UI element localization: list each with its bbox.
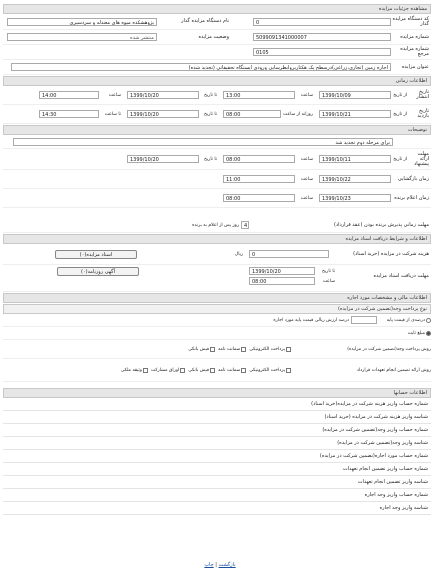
ads-button[interactable]: آگهی روزنامه(۰) (57, 267, 139, 276)
account-row (3, 437, 431, 450)
row-notes (3, 135, 431, 149)
footer-links (6, 562, 434, 568)
section-header-finance: اطلاعات مالی و مشخصات مورد اجاره (3, 293, 431, 303)
print-link[interactable]: چاپ (204, 562, 214, 568)
row-receive (3, 265, 431, 292)
winner-label: زمان اعلام برنده (394, 194, 429, 201)
title-label: عنوان مزایده (401, 63, 429, 70)
notes-field: برای مرحله دوم تجدید شد (13, 138, 393, 146)
guarantee-bank-label: فیش بانکی (188, 367, 210, 373)
account-label: شناسه واریز تضمین انجام تعهدات (357, 479, 428, 485)
row-contract (3, 218, 431, 233)
account-row (3, 476, 431, 489)
account-label: شماره حساب واریز وجه اجاره (364, 492, 428, 498)
method-guarantee-label: ضمانت نامه (218, 346, 241, 352)
title-field: اجاره زمین (تجاری،زراعی)درسطح یک هکتاربروابطرسایی ورودی ایستگاه تحقیقاتی (تجدید شده) (11, 63, 391, 71)
guarantee-electronic-checkbox[interactable] (286, 368, 291, 373)
section-header-timing: اطلاعات زمانی (3, 76, 431, 86)
auction-code-field: 0 (253, 18, 391, 26)
row-guarantee (3, 359, 431, 382)
publish-from-date: 1399/10/09 (319, 91, 391, 99)
row-fixed (3, 327, 431, 340)
guarantee-label: روش ارائه تضمین انجام تعهدات قرارداد (356, 367, 431, 373)
guarantee-bank-checkbox[interactable] (210, 368, 215, 373)
payment-method-label: روش پرداخت وجه(تضمین شرکت در مزایده) (347, 346, 431, 352)
opening-label: زمان بازگشایی (397, 175, 429, 182)
row-title (3, 60, 431, 75)
winner-time: 08:00 (223, 194, 295, 202)
contract-label: مهلت زمانی پذیرش برنده بودن (عقد قرارداد) (333, 221, 429, 228)
contract-days-field: 4 (241, 221, 249, 229)
account-row (3, 450, 431, 463)
contract-suffix: روز پس از اعلام به برنده (192, 222, 239, 228)
account-label: شماره حساب واریز وجه(تضمین شرکت در مزایده) (322, 427, 428, 433)
offer-label: مهلت ارائه پیشنهاد (414, 150, 429, 167)
row-number-status (3, 30, 431, 45)
section-header-docs: اطلاعات و شرایط دریافت اسناد مزایده (3, 234, 431, 244)
guarantee-electronic-label: پرداخت الکترونیکی (249, 367, 285, 373)
offer-to-date-word: تا تاریخ (203, 156, 217, 162)
opening-hour-word: ساعت (300, 176, 313, 182)
account-label: شناسه واریز هزینه شرکت در مزایده (خرید اسناد) (324, 414, 428, 420)
percent-suffix: درصد ارزش ریالی قیمت پایه مورد اجاره (273, 317, 349, 323)
account-row (3, 411, 431, 424)
receive-hour-word: ساعت (322, 278, 335, 284)
offer-hour-word: ساعت (300, 156, 313, 162)
back-link[interactable]: بازگشت (218, 562, 236, 568)
row-winner (3, 189, 431, 208)
ref-number-field: 0105 (253, 48, 391, 56)
account-label: شناسه واریز وجه(تضمین شرکت در مزایده) (337, 440, 428, 446)
winner-date: 1399/10/23 (319, 194, 391, 202)
organizer-field: پژوهشکده میوه های معتدله و سردسیری (7, 18, 157, 26)
account-row (3, 463, 431, 476)
account-label: شماره حساب واریز هزینه شرکت در مزایده(خرید اسناد) (311, 401, 428, 407)
receive-to-date-word: تا تاریخ (321, 268, 335, 274)
guarantee-letter-checkbox[interactable] (241, 368, 246, 373)
row-offer-deadline (3, 149, 431, 170)
method-electronic-label: پرداخت الکترونیکی (249, 346, 285, 352)
method-bank-label: فیش بانکی (188, 346, 210, 352)
method-guarantee-checkbox[interactable] (241, 347, 246, 352)
account-row (3, 398, 431, 411)
publish-to-hour-word: ساعت (108, 92, 121, 98)
offer-date: 1399/10/11 (319, 155, 391, 163)
fee-field: 0 (249, 250, 329, 258)
visit-from-date-word: از تاریخ (393, 111, 407, 117)
publish-to-date-word: تا تاریخ (203, 92, 217, 98)
offer-from-date-word: از تاریخ (393, 156, 407, 162)
publish-from-time: 13:00 (223, 91, 295, 99)
guarantee-bonds-label: اوراق مشارکت (150, 367, 180, 373)
row-fee (3, 244, 431, 265)
offer-time: 08:00 (223, 155, 295, 163)
publish-to-date: 1399/10/20 (127, 91, 199, 99)
account-label: شماره حساب واریز تضمین انجام تعهدات (342, 466, 428, 472)
method-electronic-checkbox[interactable] (286, 347, 291, 352)
fixed-radio[interactable] (426, 331, 431, 336)
publish-from-date-word: از تاریخ (393, 92, 407, 98)
account-label: شناسه واریز وجه اجاره (379, 505, 428, 511)
percent-radio[interactable] (426, 318, 431, 323)
method-bank-checkbox[interactable] (210, 347, 215, 352)
auction-number-label: شماره مزایده (400, 33, 429, 40)
publish-label: تاریخ انتشار (416, 89, 429, 100)
opening-date: 1399/10/22 (319, 175, 391, 183)
visit-label: تاریخ بازدید (417, 108, 429, 119)
guarantee-bonds-checkbox[interactable] (180, 368, 185, 373)
row-payment-method (3, 340, 431, 359)
receive-label: مهلت دریافت اسناد مزایده (373, 273, 429, 279)
visit-from-time: 08:00 (223, 110, 281, 118)
row-visit (3, 105, 431, 124)
receive-time: 08:00 (249, 277, 315, 285)
opening-time: 11:00 (223, 175, 295, 183)
receive-date: 1399/10/20 (249, 267, 315, 275)
account-row (3, 502, 431, 515)
account-row (3, 424, 431, 437)
auction-code-label: کد دستگاه مزایده گذار (392, 15, 429, 27)
section-header-accounts: اطلاعات حسابها (3, 388, 431, 398)
row-ref-number (3, 45, 431, 60)
fixed-label: مبلغ ثابت (407, 330, 425, 336)
row-publish (3, 86, 431, 105)
account-label: شماره حساب مورد اجاره(تضمین شرکت در مزایده) (319, 453, 428, 459)
accounts-list (3, 398, 431, 515)
winner-hour-word: ساعت (300, 195, 313, 201)
guarantee-property-label: وثیقه ملکی (120, 367, 142, 373)
auction-number-field: 5099091341000007 (253, 33, 391, 41)
status-label: وضعیت مزایده (198, 33, 229, 40)
visit-daily-from-word: روزانه از ساعت (283, 111, 313, 117)
guarantee-letter-label: ضمانت نامه (218, 367, 241, 373)
visit-from-date: 1399/10/21 (319, 110, 391, 118)
docs-button[interactable]: اسناد مزایده(۰) (55, 250, 137, 259)
section-header-details: مشاهده جزئیات مزایده (3, 4, 431, 14)
publish-from-hour-word: ساعت (300, 92, 313, 98)
section-header-deposit: نوع پرداخت وجه(تضمین شرکت در مزایده) (3, 304, 431, 314)
publish-to-time: 14:00 (39, 91, 99, 99)
guarantee-property-checkbox[interactable] (143, 368, 148, 373)
fee-label: هزینه شرکت در مزایده (خرید اسناد) (353, 250, 429, 257)
percent-field[interactable] (351, 316, 377, 324)
footer-separator: | (215, 562, 217, 568)
account-row (3, 489, 431, 502)
organizer-label: نام دستگاه مزایده گذار (181, 18, 229, 24)
row-code-organizer (3, 14, 431, 30)
offer-to-date: 1399/10/20 (127, 155, 199, 163)
percent-label: درصدی از قیمت پایه (386, 317, 425, 323)
page (3, 3, 431, 515)
visit-to-date: 1399/10/20 (127, 110, 199, 118)
row-opening (3, 170, 431, 189)
section-header-notes: توضیحات (3, 125, 431, 135)
ref-number-label: شماره مزایده مرجع (400, 46, 429, 57)
visit-to-hour-word: تا ساعت (104, 111, 121, 117)
rial-label: ریال (234, 251, 243, 257)
visit-to-date-word: تا تاریخ (203, 111, 217, 117)
row-percent (3, 314, 431, 327)
visit-to-time: 14:30 (39, 110, 99, 118)
status-field: منتشر شده (7, 33, 157, 41)
